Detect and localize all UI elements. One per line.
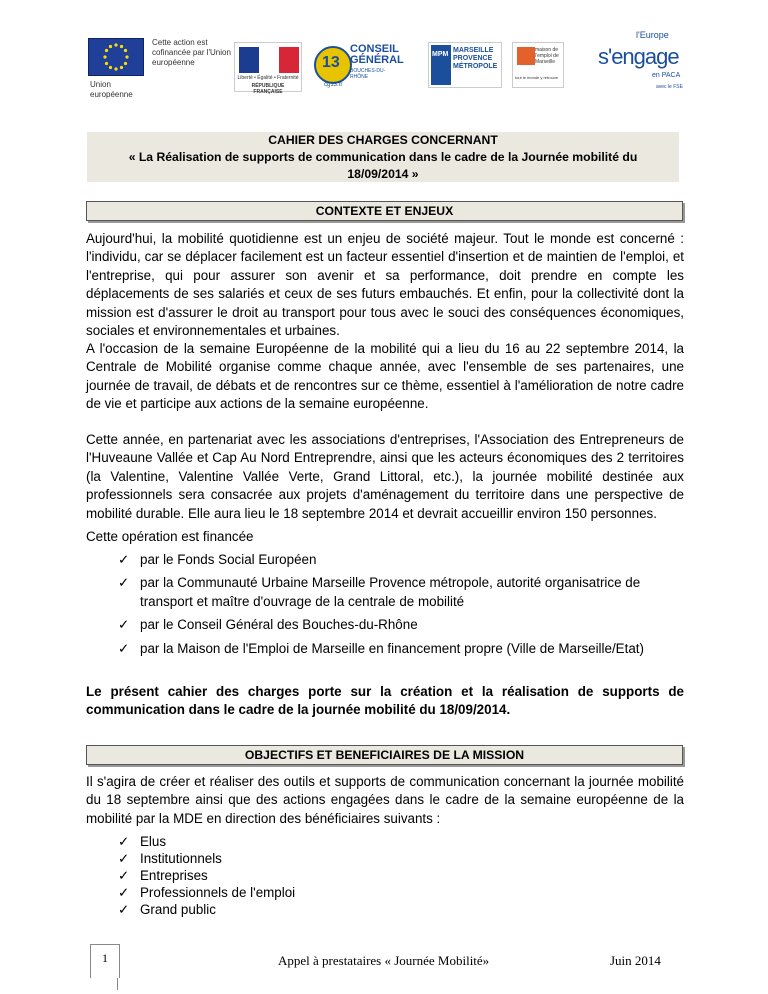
section-heading-contexte: CONTEXTE ET ENJEUX [86, 201, 683, 221]
list-item: ✓ par la Communauté Urbaine Marseille Provence métropole, autorité organisatrice de transport et maître d'ouvrage de la centrale de mobilité [118, 575, 641, 609]
eu-caption: Union européenne [90, 80, 133, 99]
partner-logos [88, 30, 684, 100]
paragraph-partenariat: Cette année, en partenariat avec les associations d'entreprises, l'Association des Entrepreneurs de l'Huveaune Vallée et Cap Au Nord Entreprendre, ainsi que les acteurs économiques des 2 territoires (la Valentine, Valentine Vallée Verte, Grand Littoral, etc.), la journée mobilité destinée aux professionnels sera consacrée aux projets d'aménagement du territoire dans une perspective de mobilité durable. Elle aura lieu le 18 septembre 2014 et devrait accueillir environ 150 personnes. [86, 432, 684, 521]
mpm-name: MARSEILLE PROVENCE MÉTROPOLE [453, 47, 498, 70]
list-item: ✓ Grand public [118, 902, 216, 917]
list-item: ✓ Entreprises [118, 868, 208, 883]
list-item: ✓ Institutionnels [118, 851, 222, 866]
mpm-logo [428, 42, 502, 88]
paragraph-objectifs: Il s'agira de créer et réaliser des outils et supports de communication concernant la journée mobilité du 18 septembre ainsi que des actions engagées dans le cadre de la semaine européenne de la mobilité par la MDE en direction des bénéficiaires suivants : [86, 774, 684, 826]
cg-line2: GÉNÉRAL [350, 54, 404, 66]
checkmark-icon: ✓ [118, 640, 130, 656]
checkmark-icon: ✓ [118, 617, 130, 633]
cg-line1: CONSEIL [350, 43, 399, 55]
footer-date: Juin 2014 [610, 953, 661, 968]
paragraph-mobilite: Aujourd'hui, la mobilité quotidienne est un enjeu de société majeur. Tout le monde est concerné : l'individu, car se déplacer facilement est un facteur essentiel d'insertion et de maintien de l'emploi, et l'entreprise, qui pour assurer son avenir et sa performance, doit prendre en compte les déplacements de ses salariés et ceux de ses futurs embauchés. Et enfin, pour la collectivité dont la mission est d'assurer le droit au transport pour tous avec le souci des conséquences économiques, sociales et environnementales et urbaines. [86, 231, 684, 339]
engage-fund: avec le FSE [656, 84, 683, 90]
funders-list [118, 551, 684, 663]
paragraph-objet: Le présent cahier des charges porte sur la création et la réalisation de supports de communication dans le cadre de la journée mobilité du 18/09/2014. [86, 684, 684, 718]
footer-title: Appel à prestataires « Journée Mobilité» [278, 953, 490, 968]
eu-cofinance-note: Cette action est cofinancée par l'Union européenne [152, 38, 231, 67]
engage-region: en PACA [652, 72, 681, 79]
beneficiaries-list [118, 833, 684, 918]
checkmark-icon: ✓ [118, 902, 130, 917]
list-item: ✓ par le Conseil Général des Bouches-du-Rhône [118, 616, 684, 634]
paragraph-semaine: A l'occasion de la semaine Européenne de la mobilité qui a lieu du 16 au 22 septembre 2014, la Centrale de Mobilité organise comme chaque année, avec l'ensemble de ses partenaires, une journée de travail, de débats et de rencontres sur ce thème, essentiel à l'amélioration de notre cadre de vie et participe aux actions de la semaine européenne. [86, 341, 684, 412]
list-item: ✓ par le Fonds Social Européen [118, 551, 684, 569]
document-title [87, 132, 679, 182]
mde-name: maison de l'emploi de Marseille [535, 47, 559, 65]
page-number-tick [117, 978, 118, 990]
list-item: ✓ Elus [118, 834, 167, 849]
checkmark-icon: ✓ [118, 851, 130, 866]
title-line-3: 18/09/2014 » [347, 167, 419, 181]
title-line-1: CAHIER DES CHARGES CONCERNANT [268, 133, 498, 147]
cg-sub: BOUCHES-DU-RHÔNE [350, 68, 386, 80]
cg-site: cg13.fr [324, 82, 343, 88]
checkmark-icon: ✓ [118, 552, 130, 567]
eu-flag-logo [88, 38, 144, 76]
engage-top: l'Europe [636, 30, 669, 40]
checkmark-icon: ✓ [118, 575, 130, 591]
checkmark-icon: ✓ [118, 834, 130, 849]
republique-francaise-logo [234, 42, 302, 95]
title-line-2: « La Réalisation de supports de communication dans le cadre de la Journée mobilité du [128, 150, 638, 164]
eu-stars-icon [89, 39, 143, 75]
checkmark-icon: ✓ [118, 885, 130, 900]
rf-motto: Liberté • Égalité • Fraternité [237, 75, 299, 81]
list-item: ✓ par la Maison de l'Emploi de Marseille en financement propre (Ville de Marseille/Etat) [118, 640, 684, 658]
conseil-general-logo: 13 CONSEIL GÉNÉRAL BOUCHES-DU-RHÔNE cg13.fr [314, 42, 394, 90]
engage-word: s'engage [598, 44, 679, 69]
section-heading-objectifs: OBJECTIFS ET BENEFICIAIRES DE LA MISSION [86, 745, 683, 765]
maison-emploi-logo [512, 42, 564, 88]
mpm-abbr: MPM [432, 51, 449, 58]
rf-name: RÉPUBLIQUE FRANÇAISE [251, 83, 285, 95]
page-number: 1 [90, 944, 120, 978]
paragraph-financement: Cette opération est financée [86, 529, 254, 544]
checkmark-icon: ✓ [118, 868, 130, 883]
europe-sengage-logo [596, 30, 684, 92]
list-item: ✓ Professionnels de l'emploi [118, 885, 296, 900]
mde-tag: tout le monde y retrouve [515, 75, 559, 80]
house-icon [517, 47, 535, 65]
